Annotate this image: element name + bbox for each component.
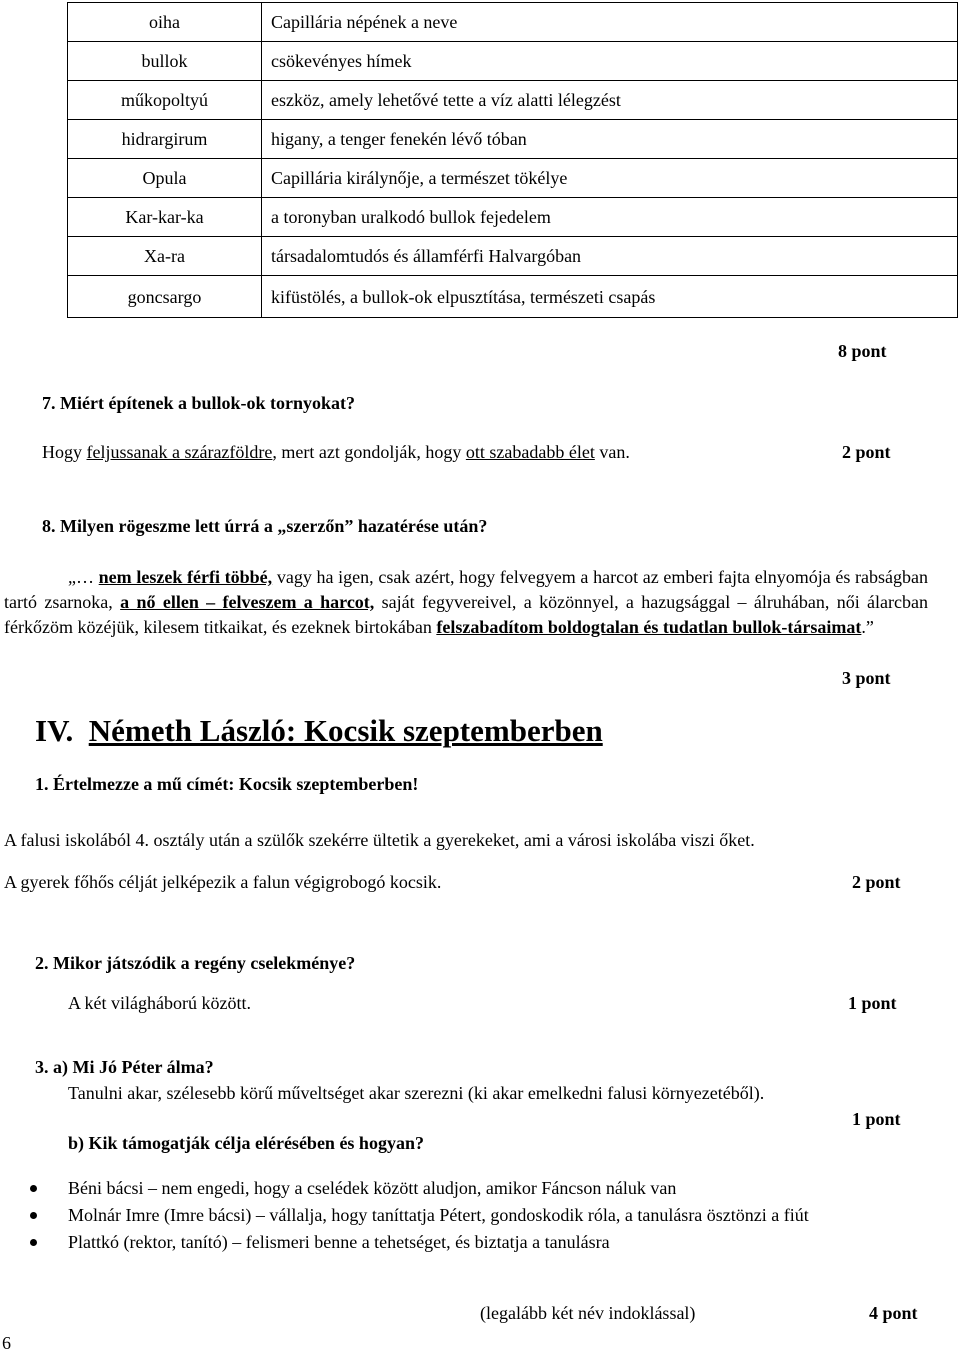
glossary-term: goncsargo — [68, 276, 262, 318]
s4q2-points: 1 pont — [848, 993, 897, 1013]
q7-answer-text: , mert azt gondolják, hogy — [272, 442, 466, 462]
glossary-term: hidrargirum — [68, 120, 262, 159]
q7-answer-underline: ott szabadabb élet — [465, 442, 595, 462]
q7-answer-underline: feljussanak a szárazföldre — [86, 442, 273, 462]
glossary-definition: társadalomtudós és államférfi Halvargóban — [262, 237, 958, 276]
s4q1-answer-line: A falusi iskolából 4. osztály után a szülők szekérre ültetik a gyerekeket, ami a városi iskolába viszi őket. — [4, 830, 755, 850]
q7-answer — [42, 442, 630, 463]
glossary-row — [68, 237, 958, 276]
q7-answer-text: van. — [594, 442, 630, 462]
glossary-term: bullok — [68, 42, 262, 81]
s4q3a-answer: Tanulni akar, szélesebb körű műveltséget akar szerezni (ki akar emelkedni falusi környezetéből). — [68, 1083, 765, 1103]
bullet-icon — [30, 1239, 37, 1246]
glossary-definition: csökevényes hímek — [262, 42, 958, 81]
glossary-definition: Capillária népének a neve — [262, 3, 958, 42]
bullet-icon — [30, 1212, 37, 1219]
glossary-term: oiha — [68, 3, 262, 42]
bullet-icon — [30, 1185, 37, 1192]
s4q3a-question: 3. a) Mi Jó Péter álma? — [35, 1057, 214, 1077]
q8-answer-quote — [4, 565, 928, 640]
glossary-row — [68, 3, 958, 42]
glossary-term: műkopoltyú — [68, 81, 262, 120]
list-item — [30, 1202, 940, 1229]
glossary-points: 8 pont — [838, 341, 887, 361]
glossary-row — [68, 42, 958, 81]
s4q3b-points: 4 pont — [869, 1303, 918, 1323]
q8-quote-underline: a nő ellen – felveszem a harcot, — [120, 592, 375, 612]
glossary-definition: higany, a tenger fenekén lévő tóban — [262, 120, 958, 159]
list-item-text: Béni bácsi – nem engedi, hogy a cselédek között aludjon, amikor Fáncson náluk van — [68, 1178, 677, 1198]
q7-answer-text: Hogy — [42, 442, 87, 462]
q7-question: 7. Miért építenek a bullok-ok tornyokat? — [42, 393, 355, 413]
glossary-row — [68, 159, 958, 198]
glossary-table — [67, 2, 958, 318]
q8-points: 3 pont — [842, 668, 891, 688]
s4q3b-note: (legalább két név indoklással) — [480, 1303, 696, 1323]
glossary-row — [68, 276, 958, 318]
q7-points: 2 pont — [842, 442, 891, 462]
q8-quote-text: .” — [861, 617, 874, 637]
section-heading — [35, 713, 603, 749]
s4q3b-question: b) Kik támogatják célja elérésében és hogyan? — [68, 1133, 424, 1153]
q8-quote-underline: nem leszek férfi többé, — [98, 567, 273, 587]
s4q2-answer: A két világháború között. — [68, 993, 251, 1013]
q8-quote-text: saját fegyvereivel, a közönnyel, a hazugsággal – álruhában, női álarcban férkőzöm közéjük, kilesem titkaikat, és ezeknek birtokában — [4, 592, 928, 637]
section-title: Németh László: Kocsik szeptemberben — [88, 713, 603, 748]
glossary-definition: Capillária királynője, a természet tökélye — [262, 159, 958, 198]
glossary-term: Xa-ra — [68, 237, 262, 276]
list-item — [30, 1229, 940, 1256]
page-number: 6 — [2, 1333, 11, 1353]
glossary-definition: eszköz, amely lehetővé tette a víz alatti lélegzést — [262, 81, 958, 120]
glossary-term: Opula — [68, 159, 262, 198]
q8-quote-text: „… — [68, 567, 99, 587]
glossary-definition: kifüstölés, a bullok-ok elpusztítása, természeti csapás — [262, 276, 958, 318]
s4q1-points: 2 pont — [852, 872, 901, 892]
s4q1-answer-line: A gyerek főhős célját jelképezik a falun végigrobogó kocsik. — [4, 872, 442, 892]
q8-quote-underline: felszabadítom boldogtalan és tudatlan bullok-társaimat — [436, 617, 862, 637]
s4q2-question: 2. Mikor játszódik a regény cselekménye? — [35, 953, 356, 973]
list-item-text: Plattkó (rektor, tanító) – felismeri benne a tehetséget, és biztatja a tanulásra — [68, 1232, 610, 1252]
q8-quote-text: vagy ha igen, csak azért, hogy felvegyem a harcot az emberi fajta elnyomója és rabságban tartó zsarnoka, — [4, 567, 928, 612]
q8-question: 8. Milyen rögeszme lett úrrá a „szerzőn” hazatérése után? — [42, 516, 488, 536]
list-item — [30, 1175, 940, 1202]
s4q3a-points: 1 pont — [852, 1109, 901, 1129]
glossary-row — [68, 81, 958, 120]
s4q1-question: 1. Értelmezze a mű címét: Kocsik szeptemberben! — [35, 774, 419, 794]
section-numeral: IV. — [35, 713, 74, 748]
glossary-term: Kar-kar-ka — [68, 198, 262, 237]
supporters-list — [30, 1175, 940, 1256]
glossary-row — [68, 120, 958, 159]
list-item-text: Molnár Imre (Imre bácsi) – vállalja, hogy taníttatja Pétert, gondoskodik róla, a tanulásra ösztönzi a fiút — [68, 1205, 809, 1225]
glossary-row — [68, 198, 958, 237]
glossary-definition: a toronyban uralkodó bullok fejedelem — [262, 198, 958, 237]
